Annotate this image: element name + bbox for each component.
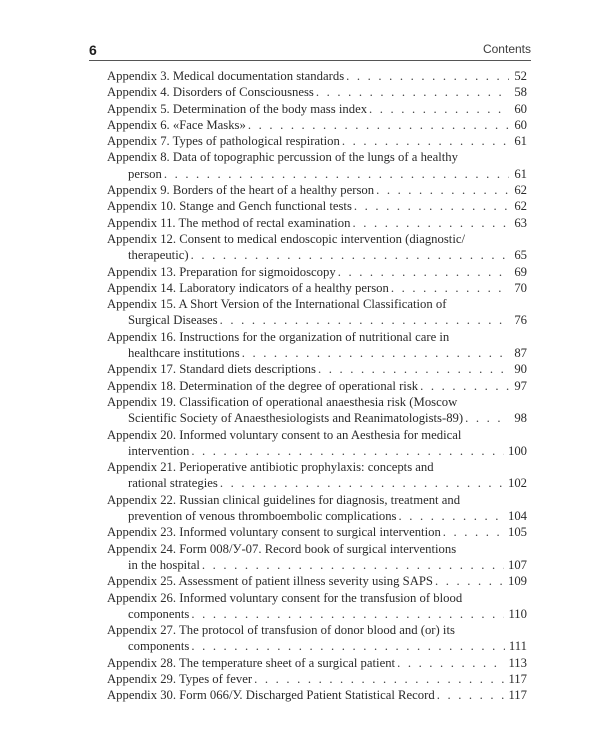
running-header: [89, 38, 531, 60]
toc-entry-title-line: Appendix 3. Medical documentation standards: [107, 69, 345, 83]
toc-page-number: 58: [514, 85, 527, 100]
toc-page-number: 107: [507, 557, 527, 572]
toc-entry[interactable]: [107, 622, 527, 655]
dot-leader: [316, 84, 509, 100]
toc-page-number: 113: [508, 655, 527, 670]
dot-leader: [435, 573, 504, 589]
toc-entry[interactable]: [107, 541, 527, 574]
toc-entry[interactable]: [107, 182, 527, 198]
toc-entry-title-line: Appendix 10. Stange and Gench functional tests: [107, 199, 352, 214]
toc-entry-title-line: healthcare institutions: [128, 346, 240, 361]
dot-leader: [202, 557, 504, 573]
toc-entry-title-line: Appendix 4. Disorders of Consciousness: [107, 85, 314, 100]
dot-leader: [376, 182, 509, 198]
dot-leader: [338, 264, 509, 280]
toc-entry[interactable]: [107, 378, 527, 394]
toc-page-number: 69: [514, 264, 527, 279]
toc-entry[interactable]: [107, 687, 527, 703]
toc-entry[interactable]: [107, 264, 527, 280]
dot-leader: [420, 378, 509, 394]
toc-entry[interactable]: [107, 459, 527, 492]
dot-leader: [443, 524, 504, 540]
toc-entry[interactable]: [107, 492, 527, 525]
toc-page-number: 63: [514, 215, 527, 230]
dot-leader: [342, 133, 509, 149]
dot-leader: [346, 68, 509, 84]
toc-entry-title-line: Appendix 12. Consent to medical endoscopic intervention (diagnostic/: [107, 231, 465, 246]
dot-leader: [399, 508, 504, 524]
toc-page-number: 110: [508, 606, 527, 621]
dot-leader: [242, 345, 509, 361]
toc-entry-title-line: person: [128, 166, 162, 181]
toc-entry-title-line: Appendix 18. Determination of the degree of operational risk: [107, 378, 419, 393]
toc-page-number: 62: [514, 183, 527, 198]
dot-leader: [318, 361, 509, 377]
toc-entry[interactable]: [107, 280, 527, 296]
toc-entry[interactable]: [107, 329, 527, 362]
toc-entry[interactable]: [107, 394, 527, 427]
toc-entry[interactable]: [107, 68, 527, 84]
running-head-title: Contents: [482, 42, 531, 56]
toc-page-number: 52: [514, 69, 527, 83]
dot-leader: [397, 655, 504, 671]
dot-leader: [220, 312, 509, 328]
dot-leader: [191, 638, 505, 654]
toc-entry-title-line: Appendix 22. Russian clinical guidelines for diagnosis, treatment and: [107, 492, 461, 507]
dot-leader: [191, 606, 504, 622]
dot-leader: [369, 101, 509, 117]
toc-entry-title-line: Appendix 11. The method of rectal examination: [107, 215, 351, 230]
dot-leader: [465, 410, 509, 426]
toc-entry-title-line: Appendix 20. Informed voluntary consent to an Aesthesia for medical: [107, 427, 462, 442]
toc-entry-title-line: prevention of venous thromboembolic complications: [128, 509, 397, 524]
toc-page-number: 65: [514, 248, 527, 263]
dot-leader: [164, 166, 509, 182]
toc-page-number: 87: [514, 346, 527, 361]
toc-entry-title-line: components: [128, 639, 190, 654]
toc-entry[interactable]: [107, 590, 527, 623]
toc-entry-title-line: Scientific Society of Anaesthesiologists and Reanimatologists-89): [128, 411, 464, 426]
toc-entry-title-line: components: [128, 606, 190, 621]
toc-entry[interactable]: [107, 573, 527, 589]
toc-entry[interactable]: [107, 198, 527, 214]
toc-entry[interactable]: [107, 524, 527, 540]
toc-entry[interactable]: [107, 655, 527, 671]
dot-leader: [191, 247, 509, 263]
toc-entry-title-line: Appendix 19. Classification of operational anaesthesia risk (Moscow: [107, 394, 458, 409]
toc-page-number: 90: [514, 362, 527, 377]
toc-entry[interactable]: [107, 231, 527, 264]
toc-entry-title-line: rational strategies: [128, 476, 218, 491]
toc-entry[interactable]: [107, 117, 527, 133]
toc-entry[interactable]: [107, 133, 527, 149]
toc-entry-title-line: Appendix 7. Types of pathological respiration: [107, 134, 340, 149]
toc-page-number: 117: [508, 671, 527, 686]
toc-entry-title-line: Appendix 21. Perioperative antibiotic prophylaxis: concepts and: [107, 460, 434, 475]
toc-entry-title-line: therapeutic): [128, 248, 189, 263]
toc-entry-title-line: Appendix 23. Informed voluntary consent to surgical intervention: [107, 525, 441, 540]
toc-page-number: 111: [508, 639, 527, 654]
toc-entry-title-line: Appendix 13. Preparation for sigmoidoscopy: [107, 264, 336, 279]
dot-leader: [352, 215, 509, 231]
toc-page-number: 61: [514, 134, 527, 149]
dot-leader: [437, 687, 505, 703]
toc-entry[interactable]: [107, 671, 527, 687]
dot-leader: [191, 443, 504, 459]
toc-entry-title-line: Appendix 8. Data of topographic percussion of the lungs of a healthy: [107, 150, 458, 165]
toc-entry-title-line: Appendix 27. The protocol of transfusion of donor blood and (or) its: [107, 623, 455, 638]
table-of-contents: [107, 68, 527, 704]
toc-entry-title-line: Appendix 6. «Face Masks»: [107, 117, 246, 132]
toc-page-number: 105: [507, 525, 527, 540]
toc-page-number: 100: [507, 443, 527, 458]
toc-entry[interactable]: [107, 296, 527, 329]
toc-page-number: 117: [508, 688, 527, 703]
toc-entry[interactable]: [107, 215, 527, 231]
dot-leader: [220, 475, 504, 491]
toc-entry-title-line: Appendix 24. Form 008/У-07. Record book of surgical interventions: [107, 541, 457, 556]
toc-page-number: 97: [514, 378, 527, 393]
dot-leader: [354, 198, 509, 214]
toc-page-number: 70: [514, 280, 527, 295]
toc-entry-title-line: Appendix 15. A Short Version of the International Classification of: [107, 297, 447, 312]
toc-page-number: 62: [514, 199, 527, 214]
dot-leader: [391, 280, 509, 296]
toc-page-number: 102: [507, 476, 527, 491]
toc-entry-title-line: Surgical Diseases: [128, 313, 218, 328]
toc-entry[interactable]: [107, 149, 527, 182]
toc-entry[interactable]: [107, 361, 527, 377]
toc-entry-title-line: Appendix 25. Assessment of patient illness severity using SAPS: [107, 574, 433, 589]
dot-leader: [248, 117, 509, 133]
header-rule: [89, 60, 531, 61]
toc-entry-title-line: Appendix 30. Form 066/У. Discharged Patient Statistical Record: [107, 688, 435, 703]
dot-leader: [254, 671, 504, 687]
toc-entry-title-line: Appendix 9. Borders of the heart of a healthy person: [107, 183, 375, 198]
toc-entry-title-line: Appendix 16. Instructions for the organization of nutritional care in: [107, 329, 450, 344]
toc-page-number: 98: [514, 411, 527, 426]
toc-page-number: 60: [514, 101, 527, 116]
toc-page-number: 60: [514, 117, 527, 132]
page-number: 6: [89, 42, 97, 58]
toc-entry-title-line: intervention: [128, 443, 190, 458]
toc-page-number: 61: [514, 166, 527, 181]
toc-page-number: 109: [507, 574, 527, 589]
toc-entry[interactable]: [107, 84, 527, 100]
toc-entry-title-line: Appendix 28. The temperature sheet of a surgical patient: [107, 655, 396, 670]
toc-entry-title-line: Appendix 26. Informed voluntary consent for the transfusion of blood: [107, 590, 463, 605]
toc-entry-title-line: Appendix 5. Determination of the body mass index: [107, 101, 368, 116]
toc-entry-title-line: Appendix 29. Types of fever: [107, 671, 253, 686]
toc-entry-title-line: Appendix 14. Laboratory indicators of a healthy person: [107, 280, 389, 295]
toc-entry[interactable]: [107, 101, 527, 117]
toc-entry[interactable]: [107, 427, 527, 460]
toc-entry-title-line: in the hospital: [128, 557, 200, 572]
toc-entry-title-line: Appendix 17. Standard diets descriptions: [107, 362, 316, 377]
toc-page-number: 76: [514, 313, 527, 328]
toc-page-number: 104: [507, 509, 527, 524]
